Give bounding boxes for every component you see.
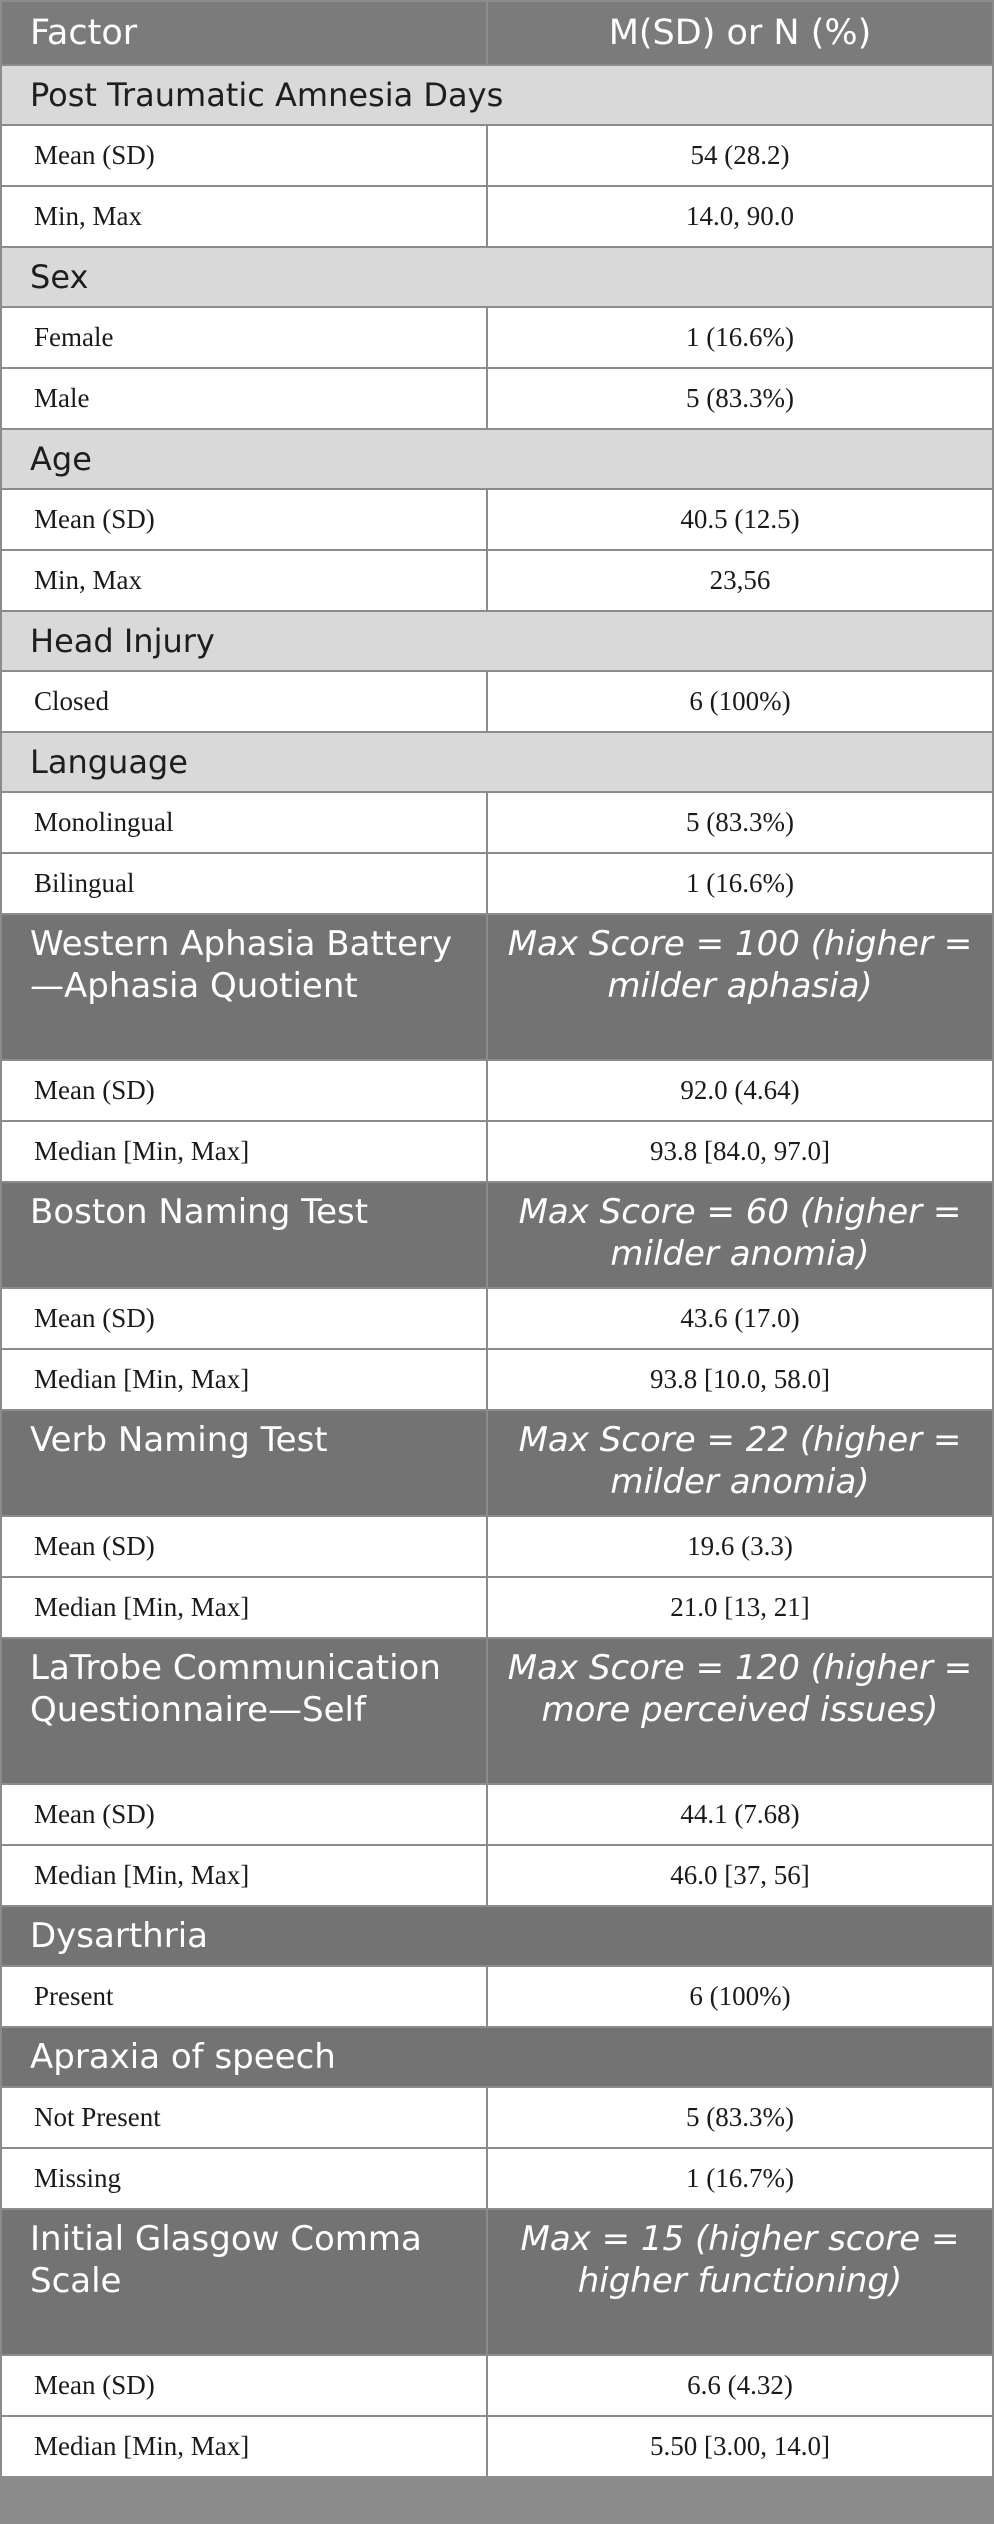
section-title: Sex: [30, 258, 89, 296]
section-note: Max = 15 (higher score = higher functioning): [488, 2210, 992, 2354]
row-label: Mean (SD): [2, 2356, 486, 2415]
section-title: Post Traumatic Amnesia Days: [30, 76, 504, 114]
row-value: 6 (100%): [488, 672, 992, 731]
row-value: 23,56: [488, 551, 992, 610]
section-row: [2, 1639, 992, 1783]
row-label: Median [Min, Max]: [2, 2417, 486, 2476]
table-row: [2, 369, 992, 428]
section-note: Max Score = 100 (higher = milder aphasia): [488, 915, 992, 1059]
table-row: [2, 490, 992, 549]
row-value: 5.50 [3.00, 14.0]: [488, 2417, 992, 2476]
row-value: 6.6 (4.32): [488, 2356, 992, 2415]
row-label: Male: [2, 369, 486, 428]
row-value: 1 (16.6%): [488, 308, 992, 367]
table-header-row: [2, 2, 992, 64]
row-value: 6 (100%): [488, 1967, 992, 2026]
table-row: [2, 2417, 992, 2476]
table-row: [2, 672, 992, 731]
table-row: [2, 551, 992, 610]
row-label: Median [Min, Max]: [2, 1350, 486, 1409]
row-value: 44.1 (7.68): [488, 1785, 992, 1844]
row-label: Min, Max: [2, 551, 486, 610]
section-row: [2, 248, 992, 306]
row-value: 1 (16.7%): [488, 2149, 992, 2208]
row-label: Mean (SD): [2, 1517, 486, 1576]
section-note: Max Score = 22 (higher = milder anomia): [488, 1411, 992, 1515]
table-row: [2, 1578, 992, 1637]
row-value: 40.5 (12.5): [488, 490, 992, 549]
table-row: [2, 2356, 992, 2415]
section-row: [2, 733, 992, 791]
row-label: Mean (SD): [2, 490, 486, 549]
section-row: [2, 915, 992, 1059]
table-row: [2, 126, 992, 185]
section-note: Max Score = 60 (higher = milder anomia): [488, 1183, 992, 1287]
row-value: 5 (83.3%): [488, 793, 992, 852]
section-row: [2, 2210, 992, 2354]
row-label: Closed: [2, 672, 486, 731]
section-row: [2, 1411, 992, 1515]
row-label: Mean (SD): [2, 1785, 486, 1844]
section-title: Western Aphasia Battery—Aphasia Quotient: [2, 915, 486, 1059]
row-label: Mean (SD): [2, 126, 486, 185]
section-row: [2, 2028, 992, 2086]
section-note: Max Score = 120 (higher = more perceived issues): [488, 1639, 992, 1783]
row-value: 93.8 [84.0, 97.0]: [488, 1122, 992, 1181]
header-factor: Factor: [30, 13, 138, 53]
row-value: 54 (28.2): [488, 126, 992, 185]
section-title: Head Injury: [30, 622, 215, 660]
section-row: [2, 1907, 992, 1965]
section-title: LaTrobe Communication Questionnaire—Self: [2, 1639, 486, 1783]
row-label: Median [Min, Max]: [2, 1122, 486, 1181]
row-value: 43.6 (17.0): [488, 1289, 992, 1348]
table-row: [2, 1289, 992, 1348]
row-value: 1 (16.6%): [488, 854, 992, 913]
table-row: [2, 187, 992, 246]
row-value: 93.8 [10.0, 58.0]: [488, 1350, 992, 1409]
table-row: [2, 1785, 992, 1844]
section-row: [2, 612, 992, 670]
section-title: Dysarthria: [2, 1907, 992, 1965]
row-label: Female: [2, 308, 486, 367]
section-title: Language: [30, 743, 188, 781]
section-title: Initial Glasgow Comma Scale: [2, 2210, 486, 2354]
table-row: [2, 1061, 992, 1120]
table-row: [2, 1846, 992, 1905]
table-row: [2, 1967, 992, 2026]
row-label: Missing: [2, 2149, 486, 2208]
table-row: [2, 793, 992, 852]
row-value: 5 (83.3%): [488, 369, 992, 428]
row-value: 92.0 (4.64): [488, 1061, 992, 1120]
section-row: [2, 66, 992, 124]
row-label: Mean (SD): [2, 1061, 486, 1120]
row-value: 5 (83.3%): [488, 2088, 992, 2147]
table-row: [2, 854, 992, 913]
row-value: 19.6 (3.3): [488, 1517, 992, 1576]
section-title: Age: [30, 440, 92, 478]
table-row: [2, 1350, 992, 1409]
row-label: Median [Min, Max]: [2, 1846, 486, 1905]
section-title: Boston Naming Test: [2, 1183, 486, 1287]
table-row: [2, 308, 992, 367]
row-label: Present: [2, 1967, 486, 2026]
section-row: [2, 1183, 992, 1287]
table-row: [2, 1517, 992, 1576]
row-value: 14.0, 90.0: [488, 187, 992, 246]
row-value: 21.0 [13, 21]: [488, 1578, 992, 1637]
row-label: Mean (SD): [2, 1289, 486, 1348]
row-label: Min, Max: [2, 187, 486, 246]
table-row: [2, 1122, 992, 1181]
section-title: Apraxia of speech: [2, 2028, 992, 2086]
section-title: Verb Naming Test: [2, 1411, 486, 1515]
section-row: [2, 430, 992, 488]
row-label: Not Present: [2, 2088, 486, 2147]
row-label: Bilingual: [2, 854, 486, 913]
row-value: 46.0 [37, 56]: [488, 1846, 992, 1905]
row-label: Median [Min, Max]: [2, 1578, 486, 1637]
row-label: Monolingual: [2, 793, 486, 852]
header-value: M(SD) or N (%): [608, 13, 872, 53]
table-row: [2, 2149, 992, 2208]
table-row: [2, 2088, 992, 2147]
